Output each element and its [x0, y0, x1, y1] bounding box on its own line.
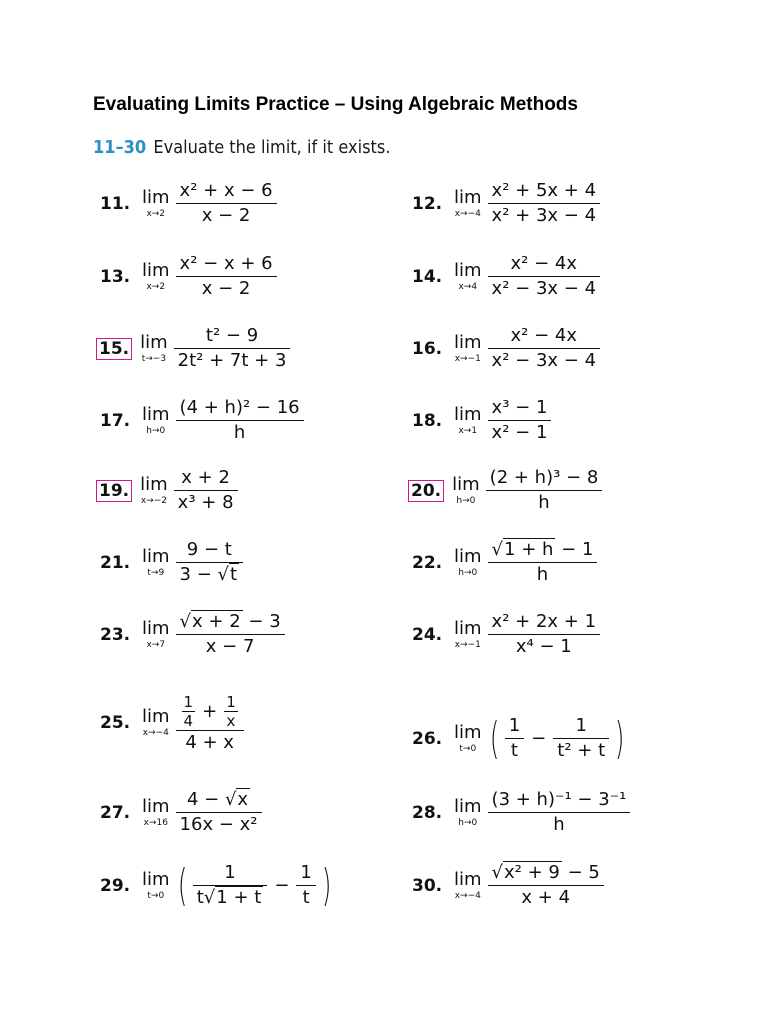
- numerator: 1: [505, 714, 524, 739]
- left-paren-icon: (: [489, 712, 499, 764]
- problem-number: 29.: [100, 875, 131, 896]
- numerator: [176, 788, 262, 813]
- problem-14: [412, 253, 602, 299]
- numerator: [488, 861, 604, 886]
- problem-11: [100, 180, 279, 226]
- limit-approach: h→0: [456, 496, 476, 506]
- problem-30: [412, 862, 606, 908]
- lim-word: lim: [454, 546, 482, 567]
- problem-17: [100, 397, 306, 443]
- problem-number: 16.: [412, 338, 443, 359]
- numerator: (3 + h)⁻¹ − 3⁻¹: [488, 788, 631, 813]
- limit-operator: [142, 188, 170, 219]
- fraction: [176, 610, 285, 659]
- limit-approach: h→0: [458, 568, 478, 578]
- left-paren-icon: (: [177, 859, 187, 911]
- inner-denominator: x: [226, 712, 236, 730]
- lim-word: lim: [454, 618, 482, 639]
- denominator: 16x − x²: [179, 814, 258, 835]
- fraction: [488, 861, 604, 910]
- denominator-part: t: [196, 887, 204, 908]
- fraction: [176, 538, 244, 587]
- limit-approach: x→2: [146, 209, 166, 219]
- fraction: [488, 538, 598, 587]
- numerator: x² − 4x: [488, 252, 600, 277]
- problem-number-highlighted: 15.: [96, 338, 132, 360]
- numerator: 1: [193, 861, 268, 886]
- denominator: x + 4: [521, 887, 571, 908]
- problem-number: 11.: [100, 193, 131, 214]
- limit-approach: x→−2: [140, 496, 167, 506]
- problem-12: [412, 180, 602, 226]
- denominator: [193, 886, 268, 910]
- limit-approach: h→0: [458, 818, 478, 828]
- denominator: 2t² + 7t + 3: [177, 350, 287, 371]
- fraction: [488, 252, 600, 301]
- lim-word: lim: [142, 404, 170, 425]
- radicand: x: [237, 789, 249, 810]
- problem-number-highlighted: 19.: [96, 480, 132, 502]
- minus-sign: −: [274, 875, 290, 896]
- lim-word: lim: [142, 618, 170, 639]
- problem-number: 13.: [100, 266, 131, 287]
- lim-word: lim: [142, 187, 170, 208]
- limit-operator: [454, 870, 482, 901]
- numerator: x² − 4x: [488, 324, 600, 349]
- limit-approach: x→1: [458, 426, 478, 436]
- limit-approach: t→0: [459, 744, 477, 754]
- minus-sign: −: [531, 728, 547, 749]
- radicand: 1 + h: [504, 539, 554, 560]
- limit-operator: [454, 723, 482, 754]
- fraction: [505, 714, 524, 763]
- problem-number: 18.: [412, 410, 443, 431]
- lim-word: lim: [452, 474, 480, 495]
- plus-sign: +: [202, 700, 218, 722]
- sqrt-icon: √: [203, 887, 216, 908]
- problem-20: [408, 467, 604, 513]
- limit-operator: [140, 475, 168, 506]
- limit-approach: x→7: [146, 640, 166, 650]
- limit-approach: t→9: [147, 568, 165, 578]
- lim-word: lim: [454, 404, 482, 425]
- fraction: [176, 396, 304, 445]
- limit-approach: x→−1: [454, 640, 481, 650]
- numerator: [176, 610, 285, 635]
- numerator-part: 4 −: [186, 789, 225, 810]
- problem-number-highlighted: 20.: [408, 480, 444, 502]
- limit-operator: [142, 619, 170, 650]
- lim-word: lim: [142, 796, 170, 817]
- problem-21: [100, 539, 245, 585]
- fraction: [176, 690, 244, 755]
- limit-operator: [454, 261, 482, 292]
- lim-word: lim: [142, 546, 170, 567]
- fraction: [174, 324, 291, 373]
- problem-number: 28.: [412, 802, 443, 823]
- numerator-part: − 3: [242, 611, 281, 632]
- numerator-part: − 5: [561, 862, 600, 883]
- inner-fraction: [224, 693, 238, 730]
- denominator: t² + t: [557, 740, 606, 761]
- numerator: [488, 538, 598, 563]
- numerator: (2 + h)³ − 8: [486, 466, 603, 491]
- denominator: x⁴ − 1: [515, 636, 572, 657]
- limit-operator: [142, 797, 170, 828]
- problem-number: 21.: [100, 552, 131, 573]
- lim-word: lim: [140, 474, 168, 495]
- denominator: t: [510, 740, 518, 761]
- lim-word: lim: [454, 187, 482, 208]
- lim-word: lim: [140, 332, 168, 353]
- fraction: [488, 396, 552, 445]
- problem-number: 30.: [412, 875, 443, 896]
- denominator: h: [233, 422, 246, 443]
- limit-operator: [454, 619, 482, 650]
- lim-word: lim: [454, 260, 482, 281]
- fraction: [296, 861, 315, 910]
- limit-operator: [452, 475, 480, 506]
- denominator: x² − 3x − 4: [491, 278, 597, 299]
- limit-operator: [142, 261, 170, 292]
- fraction: [488, 610, 600, 659]
- problem-number: 27.: [100, 802, 131, 823]
- radicand: t: [230, 564, 238, 585]
- problem-28: [412, 789, 632, 835]
- denominator: h: [553, 814, 565, 835]
- numerator: 9 − t: [176, 538, 244, 563]
- limit-operator: [142, 405, 170, 436]
- problem-15: [96, 325, 292, 371]
- denominator: x² − 3x − 4: [491, 350, 597, 371]
- inner-numerator: 1: [183, 693, 194, 711]
- problem-29: [100, 859, 335, 911]
- right-paren-icon: ): [321, 859, 332, 911]
- fraction: [553, 714, 609, 763]
- denominator: x² + 3x − 4: [491, 205, 597, 226]
- inner-fraction: [182, 693, 196, 730]
- problem-number: 12.: [412, 193, 443, 214]
- numerator: 1: [553, 714, 609, 739]
- limit-approach: x→−4: [454, 209, 481, 219]
- numerator: x² + x − 6: [176, 179, 277, 204]
- fraction: [488, 179, 600, 228]
- radicand: x + 2: [192, 611, 241, 632]
- numerator: x³ − 1: [488, 396, 552, 421]
- problem-range: 11–30: [93, 137, 147, 158]
- denominator: x³ + 8: [177, 492, 234, 513]
- limit-approach: x→4: [458, 282, 478, 292]
- numerator-part: − 1: [555, 539, 594, 560]
- fraction: [488, 324, 600, 373]
- problem-25: [100, 693, 246, 753]
- problem-number: 25.: [100, 712, 131, 733]
- limit-operator: [454, 333, 482, 364]
- denominator: x² − 1: [491, 422, 548, 443]
- fraction: [176, 788, 262, 837]
- numerator: t² − 9: [174, 324, 291, 349]
- denominator: h: [536, 564, 549, 585]
- radicand: x² + 9: [504, 862, 560, 883]
- denominator: [176, 563, 244, 587]
- lim-word: lim: [454, 869, 482, 890]
- denominator: 4 + x: [185, 732, 234, 753]
- limit-approach: x→−4: [142, 728, 169, 738]
- problem-26: [412, 712, 628, 764]
- problem-number: 26.: [412, 728, 443, 749]
- denominator: t: [302, 887, 310, 908]
- fraction: [176, 179, 277, 228]
- lim-word: lim: [454, 796, 482, 817]
- limit-operator: [142, 547, 170, 578]
- numerator: x + 2: [174, 466, 238, 491]
- limit-approach: x→2: [146, 282, 166, 292]
- denominator: x − 2: [201, 278, 251, 299]
- limit-approach: x→16: [143, 818, 168, 828]
- radicand: 1 + t: [216, 887, 262, 908]
- page-title: Evaluating Limits Practice – Using Algebraic Methods: [93, 94, 578, 115]
- problem-23: [100, 611, 287, 657]
- numerator: x² − x + 6: [176, 252, 277, 277]
- lim-word: lim: [142, 706, 170, 727]
- sqrt-icon: √: [491, 862, 504, 883]
- sqrt-icon: √: [179, 611, 192, 632]
- limit-operator: [140, 333, 168, 364]
- limit-operator: [454, 188, 482, 219]
- limit-operator: [454, 405, 482, 436]
- denominator: h: [538, 492, 550, 513]
- instructions: [93, 137, 390, 158]
- limit-approach: x→−1: [454, 354, 481, 364]
- inner-numerator: 1: [226, 693, 236, 711]
- lim-word: lim: [142, 260, 170, 281]
- problem-number: 23.: [100, 624, 131, 645]
- problem-number: 24.: [412, 624, 443, 645]
- limit-approach: t→0: [147, 891, 165, 901]
- sqrt-icon: √: [217, 564, 230, 585]
- fraction: [176, 252, 277, 301]
- problem-19: [96, 467, 240, 513]
- problem-number: 22.: [412, 552, 443, 573]
- lim-word: lim: [454, 722, 482, 743]
- fraction: [488, 788, 631, 837]
- numerator: (4 + h)² − 16: [176, 396, 304, 421]
- sqrt-icon: √: [491, 539, 504, 560]
- problem-number: 14.: [412, 266, 443, 287]
- limit-operator: [142, 870, 170, 901]
- problem-24: [412, 611, 602, 657]
- right-paren-icon: ): [614, 712, 625, 764]
- numerator: x² + 5x + 4: [488, 179, 600, 204]
- lim-word: lim: [142, 869, 170, 890]
- inner-denominator: 4: [183, 712, 194, 730]
- numerator: [176, 690, 244, 731]
- numerator: x² + 2x + 1: [488, 610, 600, 635]
- fraction: [174, 466, 238, 515]
- instructions-text: Evaluate the limit, if it exists.: [153, 137, 391, 158]
- limit-approach: t→−3: [141, 354, 167, 364]
- denominator: x − 2: [201, 205, 251, 226]
- problem-13: [100, 253, 279, 299]
- problem-number: 17.: [100, 410, 131, 431]
- limit-operator: [454, 797, 482, 828]
- limit-operator: [454, 547, 482, 578]
- denominator: x − 7: [205, 636, 255, 657]
- problem-22: [412, 539, 599, 585]
- numerator: 1: [296, 861, 315, 886]
- limit-approach: x→−4: [454, 891, 481, 901]
- fraction: [193, 861, 268, 910]
- fraction: [486, 466, 603, 515]
- sqrt-icon: √: [224, 789, 237, 810]
- problem-18: [412, 397, 553, 443]
- lim-word: lim: [454, 332, 482, 353]
- limit-operator: [142, 707, 170, 738]
- denominator-part: 3 −: [179, 564, 218, 585]
- problem-16: [412, 325, 602, 371]
- limit-approach: h→0: [146, 426, 166, 436]
- problem-27: [100, 789, 264, 835]
